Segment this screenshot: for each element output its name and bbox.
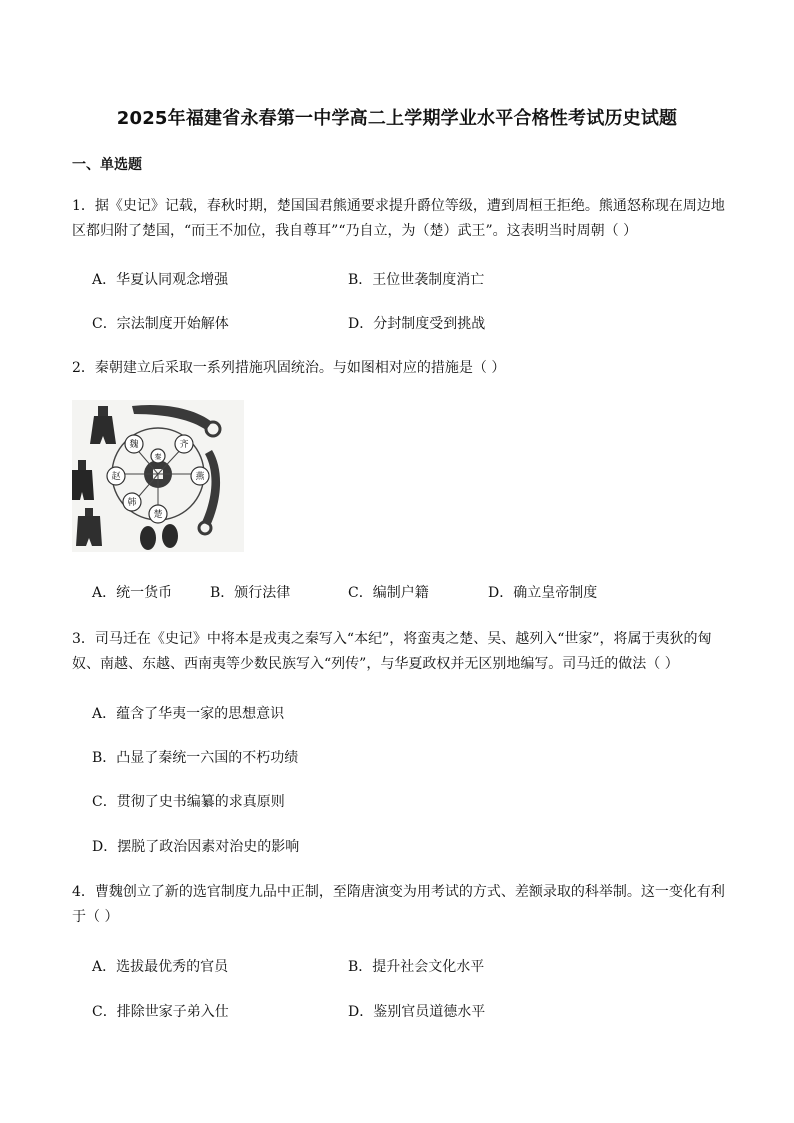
- question-1-option-d[interactable]: D．分封制度受到挑战: [348, 316, 486, 332]
- state-label-yan: 燕: [195, 472, 205, 482]
- question-1-option-c[interactable]: C．宗法制度开始解体: [92, 316, 229, 332]
- question-3-option-a[interactable]: A．蕴含了华夷一家的思想意识: [92, 706, 285, 722]
- qin-coin-unification-figure: [72, 400, 244, 552]
- question-2-option-a[interactable]: A．统一货币: [92, 585, 173, 601]
- state-label-chu: 楚: [153, 510, 163, 520]
- question-2-stem: 2．秦朝建立后采取一系列措施巩固统治。与如图相对应的措施是（ ）: [72, 360, 506, 376]
- state-label-zhao: 赵: [111, 472, 121, 482]
- question-2-option-d[interactable]: D．确立皇帝制度: [488, 585, 598, 601]
- question-3-option-c[interactable]: C．贯彻了史书编纂的求真原则: [92, 794, 285, 810]
- question-4-option-a[interactable]: A．选拔最优秀的官员: [92, 959, 229, 975]
- state-label-qi: 齐: [179, 440, 189, 450]
- state-label-han: 韩: [127, 498, 137, 508]
- question-4-option-b[interactable]: B．提升社会文化水平: [348, 959, 485, 975]
- question-2-option-c[interactable]: C．编制户籍: [348, 585, 429, 601]
- question-1-option-b[interactable]: B．王位世袭制度消亡: [348, 272, 485, 288]
- page-title: 2025年福建省永春第一中学高二上学期学业水平合格性考试历史试题: [116, 108, 678, 129]
- question-4-option-d[interactable]: D．鉴别官员道德水平: [348, 1004, 486, 1020]
- question-3-stem: 3．司马迁在《史记》中将本是戎夷之秦写入“本纪”，将蛮夷之楚、吴、越列入“世家”，将属于夷狄的匈奴、南越、东越、西南夷等少数民族写入“列传”，与华夏政权并无区别地编写。司马迁的做法（ ）: [72, 631, 712, 672]
- question-1-stem: 1．据《史记》记载，春秋时期，楚国国君熊通要求提升爵位等级，遭到周桓王拒绝。熊通怒称现在周边地区都归附了楚国，“而王不加位，我自尊耳”“乃自立，为（楚）武王”。这表明当时周朝（ ）: [72, 198, 725, 239]
- question-2-option-b[interactable]: B．颁行法律: [210, 585, 291, 601]
- question-3-option-b[interactable]: B．凸显了秦统一六国的不朽功绩: [92, 750, 299, 766]
- question-4-stem: 4．曹魏创立了新的选官制度九品中正制，至隋唐演变为用考试的方式、差额录取的科举制。这一变化有利于（ ）: [72, 884, 725, 925]
- section-heading: 一、单选题: [72, 157, 142, 173]
- question-4-option-c[interactable]: C．排除世家子弟入仕: [92, 1004, 229, 1020]
- question-3-option-d[interactable]: D．摆脱了政治因素对治史的影响: [92, 839, 300, 855]
- state-label-wei: 魏: [129, 440, 139, 450]
- state-label-qin: 秦: [154, 453, 162, 461]
- question-1-option-a[interactable]: A．华夏认同观念增强: [92, 272, 229, 288]
